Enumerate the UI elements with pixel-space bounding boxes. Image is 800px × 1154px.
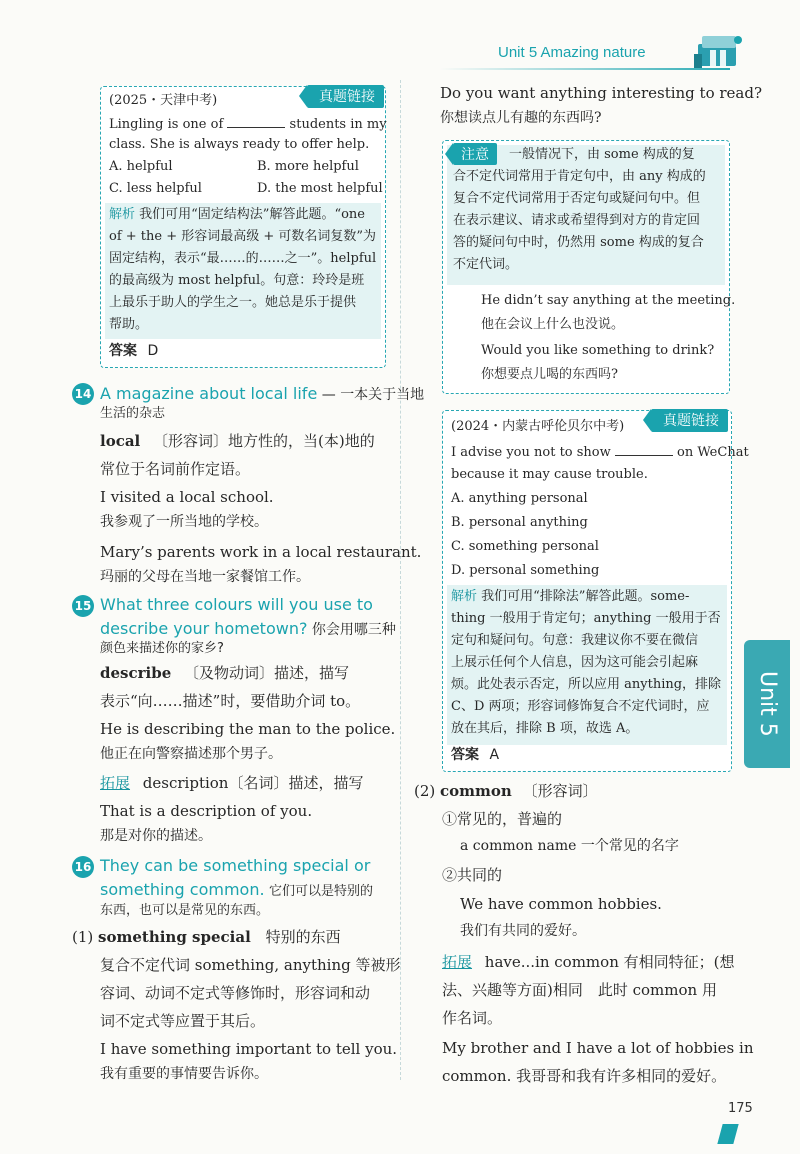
stem-part-2: students in my — [289, 117, 387, 132]
sub1-word: something special — [98, 928, 251, 946]
note-ex1: He didn’t say anything at the meeting. — [481, 293, 736, 308]
question-stem — [451, 443, 749, 461]
option-b: B. more helpful — [257, 159, 359, 174]
right-example-cn: 你想读点儿有趣的东西吗? — [440, 110, 602, 126]
note-ex2: Would you like something to drink? — [481, 343, 715, 358]
def-1-example: a common name 一个常见的名字 — [460, 838, 679, 854]
analysis-line: 上最乐于助人的学生之一。她总是乐于提供 — [109, 295, 357, 310]
def-1: ①常见的，普遍的 — [442, 810, 563, 828]
note-ex1-cn: 他在会议上什么也没说。 — [481, 317, 625, 332]
item16b-ex2: common. 我哥哥和我有许多相同的爱好。 — [442, 1067, 727, 1085]
item16-p1: 复合不定代词 something, anything 等被形 — [100, 956, 401, 974]
header-rule — [440, 68, 730, 70]
note-ex2-cn: 你想要点儿喝的东西吗? — [481, 367, 618, 382]
item15-cn1: 你会用哪三种 — [311, 622, 396, 638]
analysis-text: 我们可用“固定结构法”解答此题。“one — [139, 207, 365, 222]
exam-source: (2024・内蒙古呼伦贝尔中考) — [451, 419, 625, 434]
analysis-label: 解析 — [451, 589, 478, 604]
analysis-line: 放在其后，排除 B 项，故选 A。 — [451, 721, 639, 736]
page-corner-decor — [717, 1124, 738, 1144]
analysis-line: of + the + 形容词最高级 + 可数名词复数”为 — [109, 229, 377, 244]
item15-cn2: 颜色来描述你的家乡? — [100, 641, 224, 656]
answer-label: 答案 — [451, 747, 479, 763]
item15-title2: describe your hometown? — [100, 619, 308, 638]
item14-heading: A magazine about local life — 一本关于当地 — [100, 384, 425, 403]
analysis-line: 上展示任何个人信息，因为这可能会引起麻 — [451, 655, 699, 670]
answer-blank — [615, 443, 673, 456]
right-example: Do you want anything interesting to read? — [440, 84, 763, 102]
item16-title2: something common. — [100, 880, 265, 899]
analysis-line-0 — [451, 589, 689, 605]
option-c: C. less helpful — [109, 181, 202, 196]
item16-heading-line2 — [100, 880, 373, 900]
note-box — [442, 140, 736, 394]
question-stem — [109, 115, 387, 133]
item14-word: local — [100, 432, 141, 450]
item16b-ex1: My brother and I have a lot of hobbies in — [442, 1039, 754, 1057]
item-number-14: 14 — [72, 383, 94, 405]
expand-text-2: 法、兴趣等方面)相同 此时 common 用 — [442, 981, 717, 999]
exam-link-box-2 — [442, 410, 749, 772]
analysis-text: 我们可用“排除法”解答此题。some- — [481, 589, 690, 604]
item16-p3: 词不定式等应置于其后。 — [100, 1012, 266, 1030]
column-divider — [400, 80, 402, 1080]
note-line: 答的疑问句中时，仍然用 some 构成的复合 — [453, 235, 704, 250]
item14-ex1-cn: 我参观了一所当地的学校。 — [100, 514, 268, 530]
item16-sub1 — [72, 928, 341, 946]
sub1-index: (1) — [72, 928, 94, 946]
analysis-line: 的最高级为 most helpful。句意：玲玲是班 — [109, 273, 365, 288]
expand-text-3: 作名词。 — [442, 1009, 503, 1027]
item15-pos: 〔及物动词〕描述，描写 — [184, 664, 350, 682]
item16-cn1: 它们可以是特别的 — [269, 884, 374, 899]
item16b-expand-line — [442, 953, 734, 971]
analysis-label: 解析 — [109, 207, 136, 222]
item14-title: A magazine about local life — [100, 384, 318, 403]
item15-note: 表示“向……描述”时，要借助介词 to。 — [100, 692, 361, 710]
exam-source: (2025・天津中考) — [109, 93, 218, 108]
item15-expand-line — [100, 774, 363, 792]
item14-ex2-cn: 玛丽的父母在当地一家餐馆工作。 — [100, 569, 310, 585]
item15-ex1: He is describing the man to the police. — [100, 720, 396, 738]
item-number-15: 15 — [72, 595, 94, 617]
stem-part-1: I advise you not to show — [451, 445, 611, 460]
expand-label: 拓展 — [100, 774, 131, 792]
item-number-16: 16 — [72, 856, 94, 878]
option-d: D. personal something — [451, 563, 600, 578]
item14-note: 常位于名词前作定语。 — [100, 460, 251, 478]
item14-cn2: 生活的杂志 — [100, 406, 166, 421]
stem-part-2: on WeChat — [677, 445, 749, 460]
unit-title: Unit 5 Amazing nature — [498, 44, 646, 61]
item15-ex1-cn: 他正在向警察描述那个男子。 — [100, 746, 282, 762]
analysis-line: 定句和疑问句。句意：我建议你不要在微信 — [451, 633, 699, 648]
option-c: C. something personal — [451, 539, 599, 554]
unit-side-tab-label: Unit 5 — [755, 671, 780, 737]
item16-ex1-cn: 我有重要的事情要告诉你。 — [100, 1066, 268, 1082]
sub2-index: (2) — [414, 782, 436, 800]
item14-word-line — [100, 432, 375, 450]
note-line: 复合不定代词常用于否定句或疑问句中。但 — [453, 191, 701, 206]
item15-word-line — [100, 664, 349, 682]
answer-value: D — [147, 343, 159, 359]
item14-pos: 〔形容词〕地方性的，当(本)地的 — [153, 432, 375, 450]
note-line: 一般情况下，由 some 构成的复 — [509, 147, 695, 162]
item15-heading-line2 — [100, 619, 396, 639]
answer-line — [451, 747, 499, 764]
def-2-example-cn: 我们有共同的爱好。 — [460, 923, 586, 939]
answer-label: 答案 — [109, 343, 137, 359]
option-b: B. personal anything — [451, 515, 588, 530]
item14-ex2: Mary’s parents work in a local restaurant. — [100, 543, 422, 561]
def-2: ②共同的 — [442, 866, 503, 884]
note-line: 在表示建议、请求或希望得到对方的肯定回 — [453, 213, 701, 228]
sub2-word: common — [440, 782, 512, 800]
analysis-line: 帮助。 — [109, 317, 149, 332]
item16-title1: They can be something special or — [100, 856, 371, 875]
page-number: 175 — [728, 1101, 753, 1116]
item16-cn2: 东西，也可以是常见的东西。 — [100, 903, 270, 918]
expand-label: 拓展 — [442, 953, 473, 971]
answer-blank — [227, 115, 285, 128]
exam-link-box-1 — [100, 86, 386, 368]
question-stem-line2: class. She is always ready to offer help. — [109, 137, 370, 152]
item16-ex1: I have something important to tell you. — [100, 1040, 398, 1058]
exam-link-tag: 真题链接 — [307, 85, 384, 108]
option-a: A. anything personal — [451, 491, 588, 506]
option-d: D. the most helpful — [257, 181, 383, 196]
sub1-cn: 特别的东西 — [265, 928, 341, 946]
item15-expand-text: description〔名词〕描述，描写 — [142, 774, 364, 792]
analysis-line-0 — [109, 207, 365, 223]
option-a: A. helpful — [109, 159, 173, 174]
def-2-example: We have common hobbies. — [460, 895, 662, 913]
answer-line — [109, 343, 158, 360]
note-line: 不定代词。 — [453, 257, 519, 272]
stem-part-1: Lingling is one of — [109, 117, 224, 132]
book-stack-icon — [690, 30, 746, 74]
note-line: 合不定代词常用于肯定句中，由 any 构成的 — [453, 169, 706, 184]
exam-link-tag: 真题链接 — [651, 409, 728, 432]
item15-ex2: That is a description of you. — [100, 802, 313, 820]
answer-value: A — [489, 747, 500, 763]
sub2-pos: 〔形容词〕 — [522, 782, 598, 800]
analysis-line: thing 一般用于肯定句；anything 一般用于否 — [451, 611, 721, 626]
item14-cn1: 一本关于当地 — [340, 387, 425, 403]
item15-title1: What three colours will you use to — [100, 595, 373, 614]
question-stem-line2: because it may cause trouble. — [451, 467, 648, 482]
analysis-line: C、D 两项；形容词修饰复合不定代词时，应 — [451, 699, 710, 714]
item15-ex2-cn: 那是对你的描述。 — [100, 828, 212, 844]
expand-text-1: have...in common 有相同特征；(想 — [484, 953, 735, 971]
item15-word: describe — [100, 664, 172, 682]
analysis-line: 烦。此处表示否定，所以应用 anything，排除 — [451, 677, 722, 692]
item16-sub2 — [414, 782, 598, 800]
item14-ex1: I visited a local school. — [100, 488, 274, 506]
item16-p2: 容词、动词不定式等修饰时，形容词和动 — [100, 984, 371, 1002]
note-tag: 注意 — [453, 143, 497, 165]
analysis-line: 固定结构，表示“最……的……之一”。helpful — [109, 251, 377, 266]
